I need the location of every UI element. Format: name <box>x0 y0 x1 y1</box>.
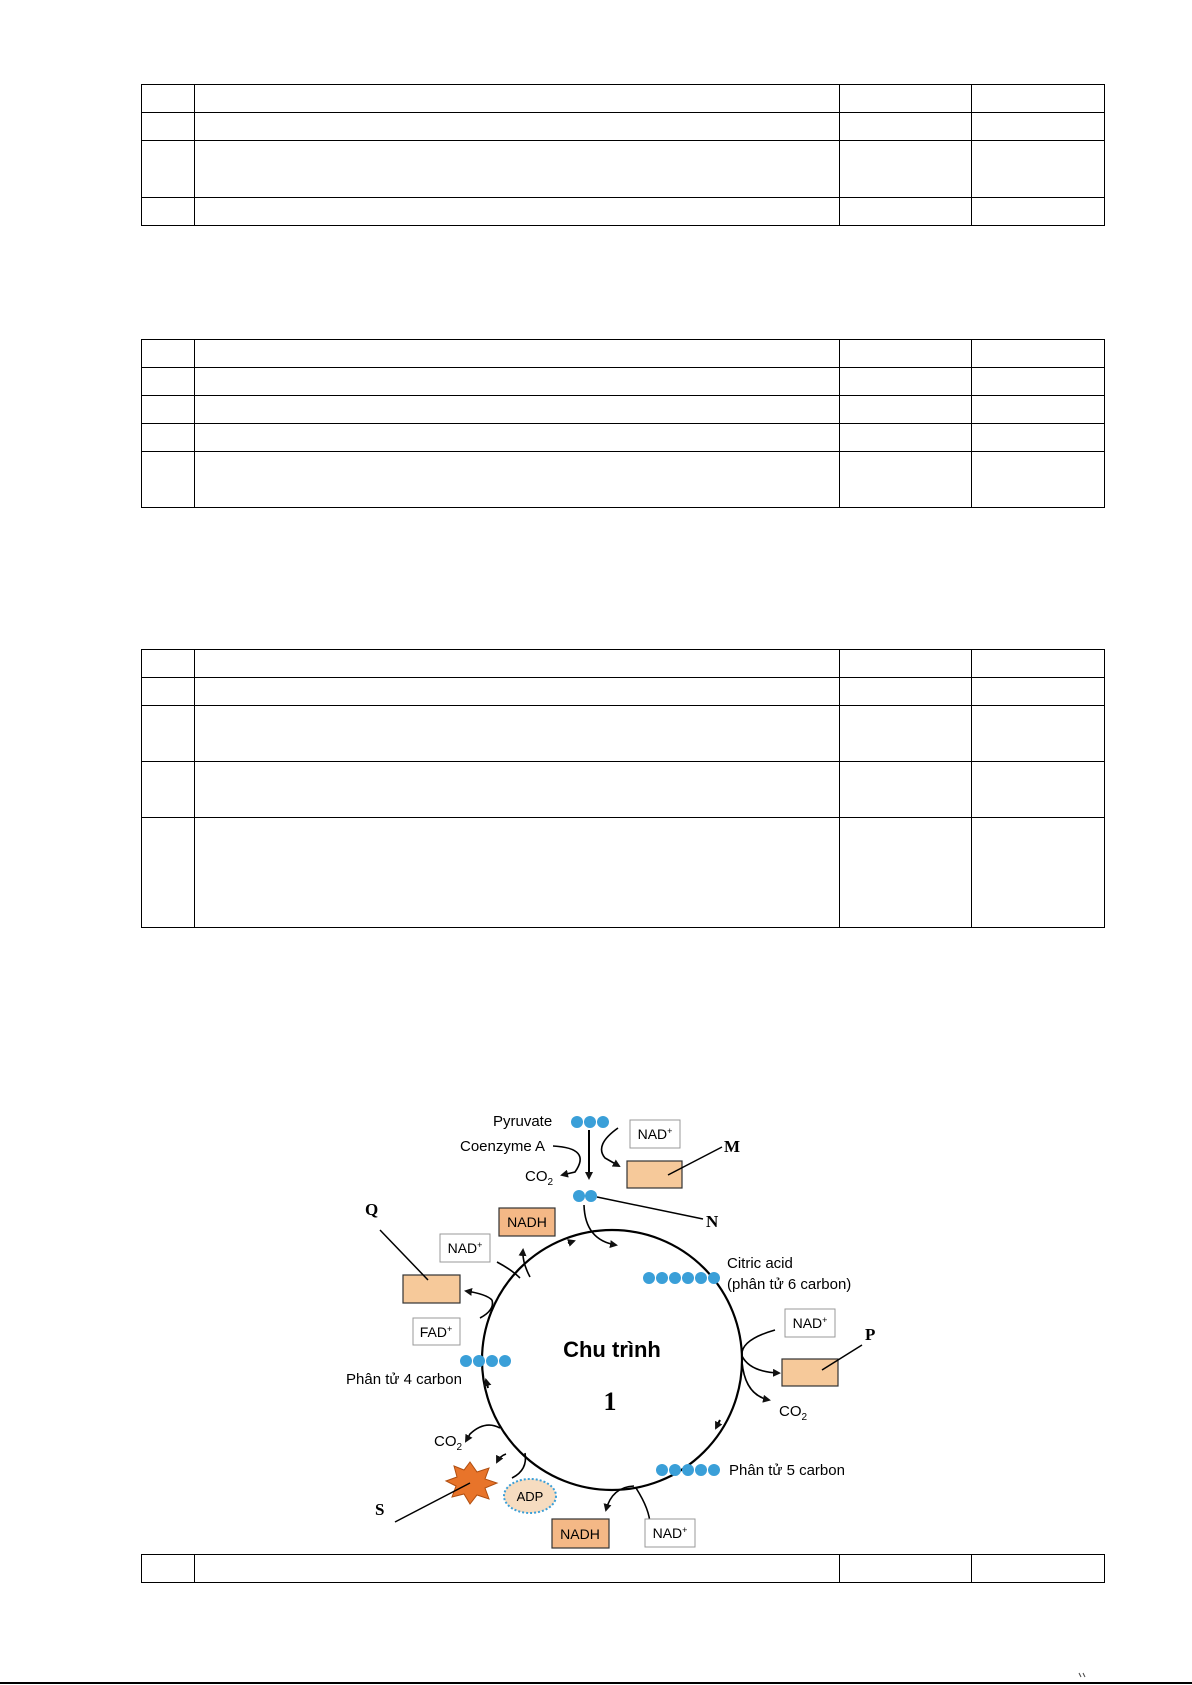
box-q <box>403 1275 460 1303</box>
table-4 <box>141 1554 1105 1583</box>
acetyl-molecule <box>573 1190 597 1202</box>
cycle-number: 1 <box>603 1387 617 1416</box>
table-row <box>142 1555 1105 1583</box>
nad-in-arrow <box>497 1262 520 1278</box>
table-row <box>142 396 1105 424</box>
table-2 <box>141 339 1105 508</box>
nad-label: NAD+ <box>652 1525 688 1541</box>
table-row <box>142 113 1105 141</box>
acetyl-in-arrow <box>584 1205 616 1245</box>
footer-rule <box>0 1682 1192 1684</box>
nadh-label: NADH <box>560 1526 600 1542</box>
five-carbon-label: Phân tử 5 carbon <box>729 1462 845 1479</box>
table-row <box>142 368 1105 396</box>
pointer-n <box>597 1197 703 1219</box>
nad-p-arrow <box>742 1330 775 1356</box>
co2-label: $CO_2$ <box>525 1168 554 1188</box>
table-row <box>142 678 1105 706</box>
four-carbon-molecule <box>460 1355 511 1367</box>
table-row <box>142 340 1105 368</box>
table-row <box>142 424 1105 452</box>
nad-to-m-arrow <box>602 1128 619 1166</box>
pointer-q <box>380 1230 428 1280</box>
citric-acid-note: (phân tử 6 carbon) <box>727 1276 852 1293</box>
nadh-label: NADH <box>507 1214 547 1230</box>
cycle-arrow <box>716 1420 720 1428</box>
krebs-cycle-diagram <box>330 1105 890 1550</box>
nad-label: NAD+ <box>447 1240 483 1256</box>
label-n: N <box>706 1212 719 1231</box>
footer-mark <box>1078 1672 1088 1678</box>
citric-acid-label: Citric acid <box>727 1255 793 1272</box>
label-q: Q <box>365 1200 379 1219</box>
box-m <box>627 1161 682 1188</box>
table-row <box>142 452 1105 508</box>
table-row <box>142 706 1105 762</box>
four-carbon-label: Phân tử 4 carbon <box>346 1371 462 1388</box>
label-m: M <box>724 1137 741 1156</box>
q-out-arrow <box>466 1291 492 1300</box>
five-carbon-molecule <box>656 1464 720 1476</box>
cycle-arrow <box>568 1241 574 1243</box>
label-p: P <box>865 1325 876 1344</box>
table-row <box>142 85 1105 113</box>
co2-label: $CO_2$ <box>779 1403 808 1423</box>
table-3 <box>141 649 1105 928</box>
adp-arrow <box>512 1453 525 1478</box>
table-row <box>142 650 1105 678</box>
cycle-arrow <box>486 1380 488 1388</box>
table-row <box>142 198 1105 226</box>
fad-label: FAD+ <box>419 1324 453 1340</box>
co2-label: $CO_2$ <box>434 1433 463 1453</box>
co2-out-arrow <box>466 1425 500 1441</box>
pointer-p <box>822 1345 862 1370</box>
nad-label: NAD+ <box>637 1126 673 1142</box>
label-s: S <box>375 1500 385 1519</box>
co2-out-arrow <box>553 1146 580 1175</box>
cycle-title: Chu trình <box>563 1337 661 1362</box>
nad-label: NAD+ <box>792 1315 828 1331</box>
box-p <box>782 1359 838 1386</box>
p-out-arrow <box>742 1356 779 1373</box>
atp-arrow <box>497 1454 506 1462</box>
table-1 <box>141 84 1105 226</box>
atp-star <box>446 1462 497 1504</box>
table-row <box>142 818 1105 928</box>
pyruvate-label: Pyruvate <box>493 1113 553 1130</box>
adp-label: ADP <box>516 1489 544 1504</box>
pyruvate-molecule <box>571 1116 609 1128</box>
table-row <box>142 141 1105 198</box>
coenzyme-a-label: Coenzyme A <box>460 1138 546 1155</box>
pointer-s <box>395 1483 470 1522</box>
table-row <box>142 762 1105 818</box>
